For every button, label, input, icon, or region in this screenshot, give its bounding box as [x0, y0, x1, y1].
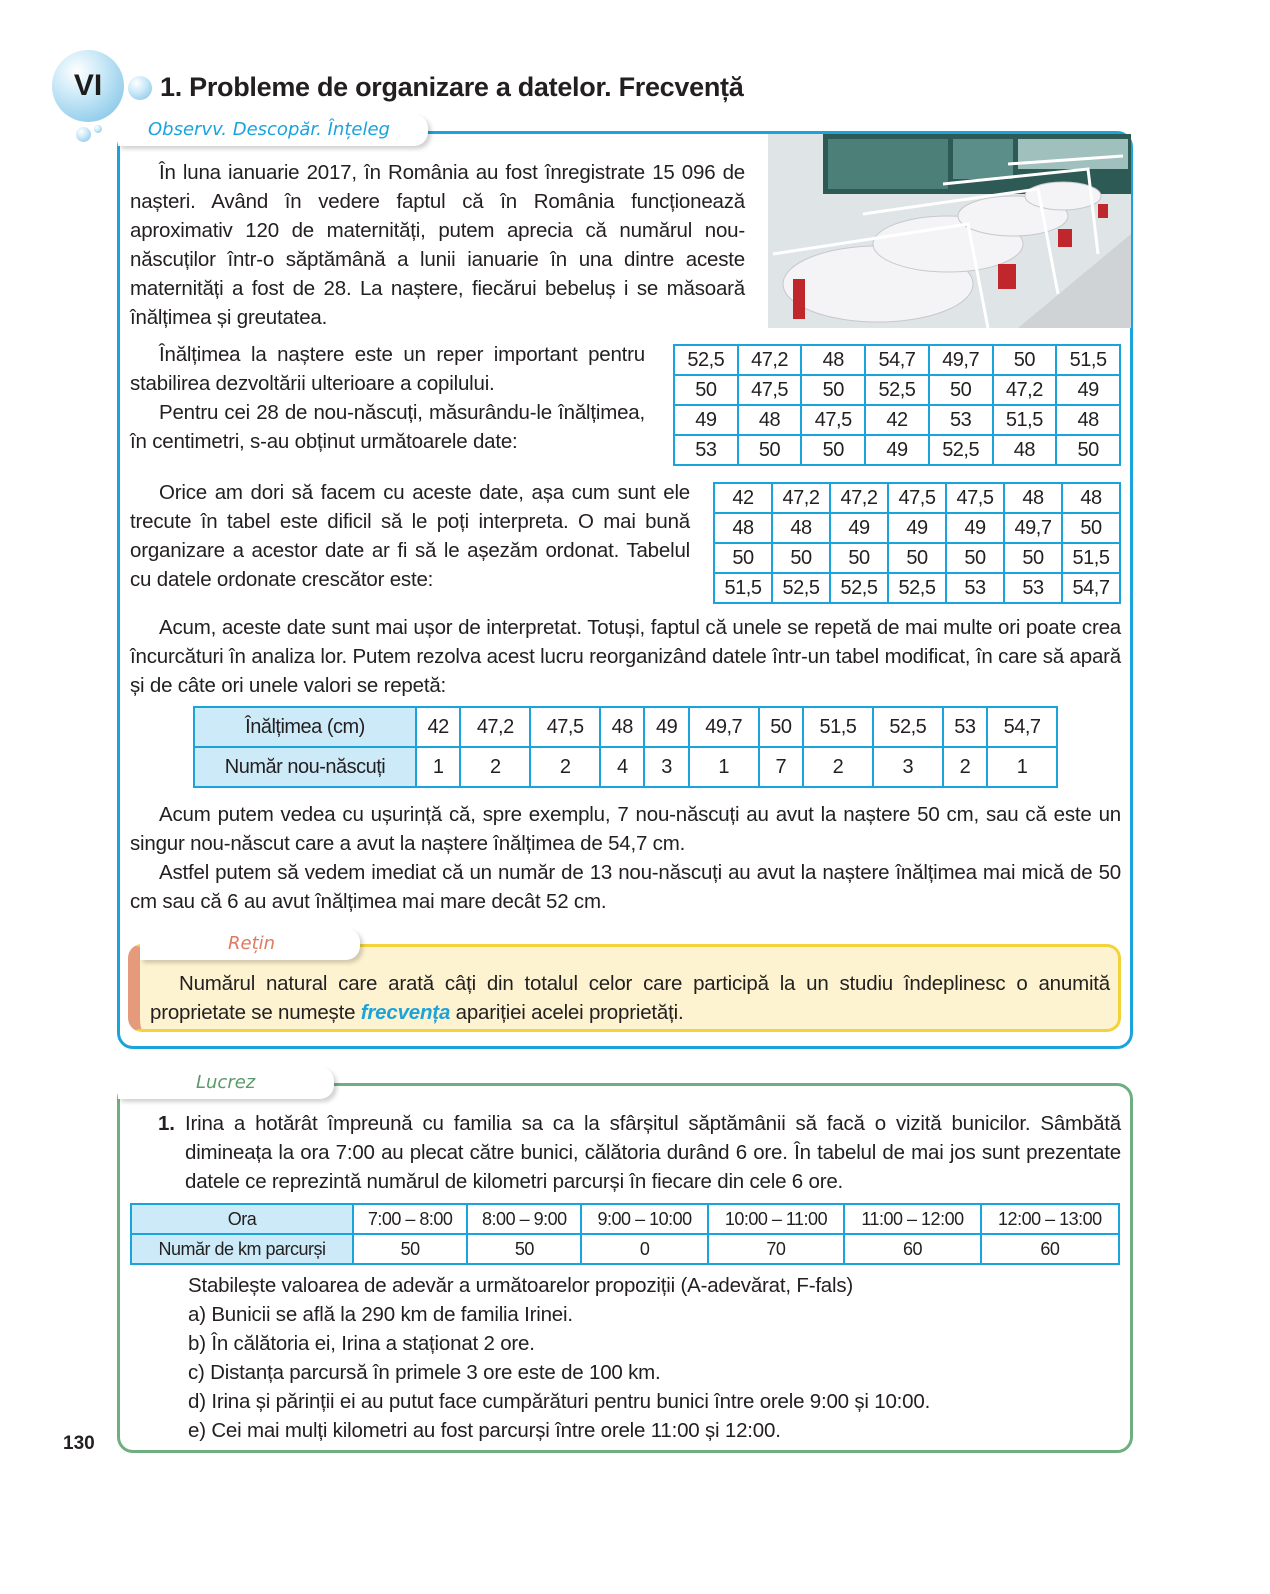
raw-heights-cell: 49 [865, 435, 929, 465]
reorganize-paragraph: Acum, aceste date sunt mai ușor de interpretat. Totuși, faptul că unele se repetă de mai multe ori poate crea încurcături în analiza lor. Putem rezolva acest lucru reorganizând datele într-un tabel modificat, în care să apară și de câte ori unele valori se repetă: [130, 616, 1121, 697]
bubble-decoration-icon [76, 127, 91, 142]
bubble-decoration-icon [128, 76, 152, 100]
raw-heights-cell: 48 [738, 405, 802, 435]
truth-statement: e) Cei mai mulți kilometri au fost parcurși între orele 11:00 și 12:00. [188, 1419, 781, 1442]
raw-heights-cell: 51,5 [1056, 345, 1120, 375]
sorted-heights-cell: 47,5 [946, 483, 1004, 513]
height-value-cell: 49,7 [689, 707, 759, 747]
measurement-paragraph: Pentru cei 28 de nou-născuți, măsurându-le înălțimea, în centimetri, s-au obținut următoarele date: [130, 401, 645, 453]
raw-heights-cell: 50 [801, 375, 865, 405]
sorted-heights-cell: 49,7 [1004, 513, 1062, 543]
height-value-cell: 53 [943, 707, 987, 747]
height-value-cell: 54,7 [987, 707, 1057, 747]
raw-heights-cell: 50 [801, 435, 865, 465]
count-value-cell: 2 [530, 747, 600, 787]
definition-text-before: Numărul natural care arată câți din totalul celor care participă la un studiu îndeplinesc o anumită proprietate se numește [150, 972, 1110, 1024]
sorted-heights-cell: 50 [830, 543, 888, 573]
sorted-heights-cell: 50 [1062, 513, 1120, 543]
raw-heights-cell: 50 [738, 435, 802, 465]
lucrez-tab-label: Lucrez [118, 1067, 334, 1099]
km-value-cell: 50 [353, 1234, 467, 1264]
sorted-heights-table [713, 482, 1121, 604]
intro-paragraph: În luna ianuarie 2017, în România au fost înregistrate 15 096 de nașteri. Având în vedere faptul că în România funcționează aproximativ 120 de maternități, putem aprecia că numărul nou-născuților într-o săptămână a lunii ianuarie în una dintre aceste maternități a fost de 28. La naștere, fiecărui bebeluș i se măsoară înălțimea și greutatea. [130, 161, 745, 329]
raw-heights-cell: 50 [993, 345, 1057, 375]
sorted-heights-cell: 48 [1004, 483, 1062, 513]
ordering-paragraph: Orice am dori să facem cu aceste date, așa cum sunt ele trecute în tabel este dificil să le poți interpreta. O mai bună organizare a acestor date ar fi să le așezăm ordonat. Tabelul cu datele ordonate crescător este: [130, 481, 690, 591]
hour-interval-cell: 11:00 – 12:00 [844, 1204, 981, 1234]
raw-heights-cell: 49 [674, 405, 738, 435]
sorted-heights-cell: 42 [714, 483, 772, 513]
sorted-heights-cell: 49 [888, 513, 946, 543]
maternity-photo [768, 134, 1131, 328]
km-value-cell: 50 [467, 1234, 581, 1264]
height-value-cell: 52,5 [873, 707, 943, 747]
sorted-heights-cell: 50 [1004, 543, 1062, 573]
sorted-heights-cell: 49 [946, 513, 1004, 543]
raw-heights-cell: 51,5 [993, 405, 1057, 435]
sorted-heights-cell: 52,5 [888, 573, 946, 603]
raw-heights-cell: 42 [865, 405, 929, 435]
exercise-number: 1. [158, 1112, 175, 1135]
photo-illustration [768, 134, 1131, 328]
frequency-heights-row [194, 707, 1057, 747]
sorted-heights-cell: 51,5 [714, 573, 772, 603]
raw-heights-cell: 48 [993, 435, 1057, 465]
raw-heights-cell: 48 [1056, 405, 1120, 435]
height-value-cell: 47,5 [530, 707, 600, 747]
raw-heights-table [673, 344, 1121, 466]
count-value-cell: 7 [759, 747, 803, 787]
observ-tab-label: Observv. Descopăr. Înțeleg [118, 114, 428, 146]
frequency-row-label: Număr nou-născuți [194, 747, 416, 787]
frequency-row-label: Înălțimea (cm) [194, 707, 416, 747]
sorted-heights-cell: 52,5 [830, 573, 888, 603]
height-value-cell: 47,2 [460, 707, 530, 747]
sorted-heights-cell: 50 [772, 543, 830, 573]
sorted-heights-cell: 47,5 [888, 483, 946, 513]
raw-heights-cell: 50 [674, 375, 738, 405]
raw-heights-row [674, 345, 1120, 375]
height-value-cell: 42 [416, 707, 460, 747]
raw-heights-cell: 49,7 [929, 345, 993, 375]
sorted-heights-cell: 53 [946, 573, 1004, 603]
raw-heights-cell: 50 [1056, 435, 1120, 465]
raw-heights-cell: 47,2 [993, 375, 1057, 405]
raw-heights-cell: 47,5 [801, 405, 865, 435]
km-values-row [131, 1234, 1119, 1264]
km-value-cell: 0 [581, 1234, 707, 1264]
km-row-label: Număr de km parcurși [131, 1234, 353, 1264]
truth-instruction: Stabilește valoarea de adevăr a următoarelor propoziții (A-adevărat, F-fals) [188, 1274, 854, 1297]
sorted-heights-cell: 48 [772, 513, 830, 543]
raw-heights-cell: 49 [1056, 375, 1120, 405]
raw-heights-cell: 52,5 [865, 375, 929, 405]
sorted-heights-row [714, 483, 1120, 513]
km-value-cell: 60 [844, 1234, 981, 1264]
count-value-cell: 3 [644, 747, 688, 787]
interpretation-paragraph: Acum putem vedea cu ușurință că, spre exemplu, 7 nou-născuți au avut la naștere 50 cm, sau că este un singur nou-născut care a avut la naștere înălțimea de 54,7 cm. [130, 803, 1121, 855]
raw-heights-cell: 50 [929, 375, 993, 405]
chapter-badge-label: VI [73, 69, 103, 102]
raw-heights-cell: 53 [674, 435, 738, 465]
count-value-cell: 2 [803, 747, 873, 787]
truth-statement: d) Irina și părinții ei au putut face cumpărături pentru bunici între orele 9:00 și 10:00. [188, 1390, 931, 1413]
hour-interval-cell: 12:00 – 13:00 [981, 1204, 1119, 1234]
height-value-cell: 49 [644, 707, 688, 747]
count-value-cell: 4 [600, 747, 644, 787]
count-value-cell: 1 [987, 747, 1057, 787]
frequency-keyword: frecvența [360, 1001, 451, 1024]
sorted-heights-row [714, 573, 1120, 603]
count-value-cell: 1 [416, 747, 460, 787]
page-number: 130 [63, 1433, 95, 1454]
sorted-heights-cell: 54,7 [1062, 573, 1120, 603]
raw-heights-cell: 52,5 [674, 345, 738, 375]
sorted-heights-cell: 48 [714, 513, 772, 543]
hour-interval-cell: 8:00 – 9:00 [467, 1204, 581, 1234]
raw-heights-cell: 48 [801, 345, 865, 375]
raw-heights-row [674, 375, 1120, 405]
height-value-cell: 48 [600, 707, 644, 747]
km-value-cell: 70 [708, 1234, 845, 1264]
sorted-heights-cell: 50 [888, 543, 946, 573]
frequency-table [193, 706, 1058, 788]
count-value-cell: 2 [460, 747, 530, 787]
height-value-cell: 51,5 [803, 707, 873, 747]
count-value-cell: 2 [943, 747, 987, 787]
hour-interval-cell: 10:00 – 11:00 [708, 1204, 845, 1234]
raw-heights-cell: 47,2 [738, 345, 802, 375]
definition-text [150, 969, 1110, 1027]
exercise-text: Irina a hotărât împreună cu familia sa ca la sfârșitul săptămânii să facă o vizită bunicilor. Sâmbătă dimineața la ora 7:00 au plecat către bunici, călătoria durând 6 ore. În tabelul de mai jos sunt prezentate datele ce reprezintă numărul de kilometri parcurși în fiecare din cele 6 ore. [185, 1112, 1121, 1193]
exercise-1 [158, 1109, 1121, 1196]
sorted-heights-cell: 47,2 [772, 483, 830, 513]
conclusion-paragraph: Astfel putem să vedem imediat că un număr de 13 nou-născuți au avut la naștere înălțimea mai mică de 50 cm sau că 6 au avut înălțimea mai mare decât 52 cm. [130, 861, 1121, 913]
truth-statement: a) Bunicii se află la 290 km de familia Irinei. [188, 1303, 573, 1326]
truth-statements-list [188, 1300, 930, 1445]
raw-heights-row [674, 405, 1120, 435]
height-importance-paragraph: Înălțimea la naștere este un reper important pentru stabilirea dezvoltării ulterioare a copilului. [130, 343, 645, 395]
bubble-decoration-icon [94, 125, 102, 133]
height-value-cell: 50 [759, 707, 803, 747]
km-hours-row [131, 1204, 1119, 1234]
truth-statement: b) În călătoria ei, Irina a staționat 2 ore. [188, 1332, 535, 1355]
sorted-heights-row [714, 543, 1120, 573]
count-value-cell: 1 [689, 747, 759, 787]
sorted-heights-row [714, 513, 1120, 543]
chapter-badge [52, 50, 124, 122]
sorted-heights-cell: 52,5 [772, 573, 830, 603]
raw-heights-cell: 53 [929, 405, 993, 435]
raw-heights-cell: 47,5 [738, 375, 802, 405]
page-title: 1. Probleme de organizare a datelor. Frecvență [160, 72, 744, 102]
sorted-heights-cell: 51,5 [1062, 543, 1120, 573]
definition-text-after: apariției acelei proprietăți. [450, 1001, 684, 1024]
sorted-heights-cell: 47,2 [830, 483, 888, 513]
count-value-cell: 3 [873, 747, 943, 787]
frequency-counts-row [194, 747, 1057, 787]
sorted-heights-cell: 53 [1004, 573, 1062, 603]
raw-heights-row [674, 435, 1120, 465]
raw-heights-cell: 54,7 [865, 345, 929, 375]
raw-heights-cell: 52,5 [929, 435, 993, 465]
sorted-heights-cell: 48 [1062, 483, 1120, 513]
retin-tab-label: Rețin [140, 928, 360, 960]
km-row-label: Ora [131, 1204, 353, 1234]
hour-interval-cell: 7:00 – 8:00 [353, 1204, 467, 1234]
hour-interval-cell: 9:00 – 10:00 [581, 1204, 707, 1234]
sorted-heights-cell: 50 [946, 543, 1004, 573]
sorted-heights-cell: 49 [830, 513, 888, 543]
truth-statement: c) Distanța parcursă în primele 3 ore este de 100 km. [188, 1361, 661, 1384]
km-value-cell: 60 [981, 1234, 1119, 1264]
km-table [130, 1203, 1120, 1265]
sorted-heights-cell: 50 [714, 543, 772, 573]
